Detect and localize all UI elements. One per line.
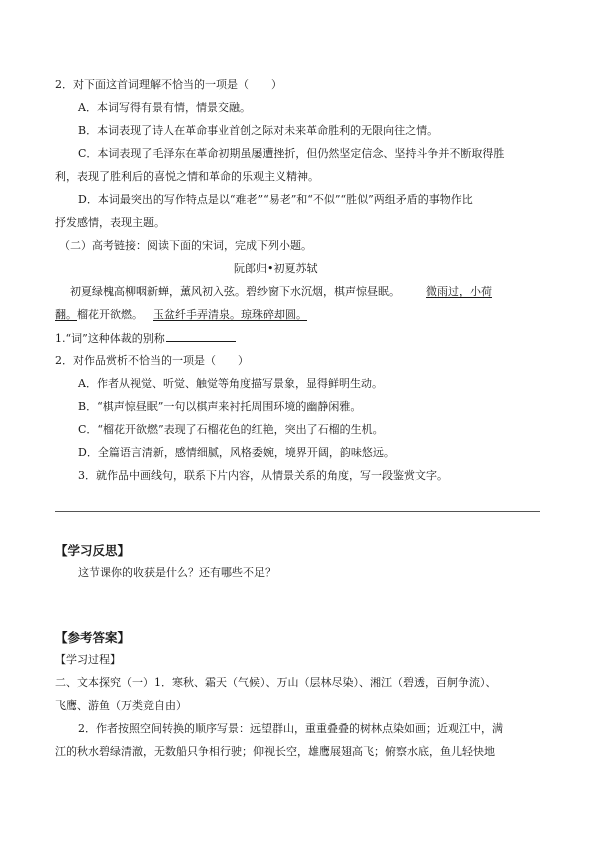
q2-option-c-line1: C．本词表现了毛泽东在革命初期虽屡遭挫折，但仍然坚定信念、坚持斗争并不断取得胜	[78, 147, 505, 160]
sub-question-1	[55, 331, 236, 346]
reflection-heading: 【学习反思】	[55, 543, 131, 558]
poem-line-1	[70, 285, 492, 299]
gaokao-link-heading: （二）高考链接：阅读下面的宋词，完成下列小题。	[59, 239, 312, 252]
poem-line-2	[55, 308, 307, 322]
sub-question-2-option-b: B．“棋声惊昼眠”一句以棋声来衬托周围环境的幽静闲雅。	[78, 400, 362, 413]
sub-question-2-option-d: D．全篇语言清新，感情细腻，风格委婉，境界开阔，韵味悠远。	[78, 446, 395, 459]
answers-line-1: 二、文本探究（一）1．寒秋、霜天（气候）、万山（层林尽染）、湘江（碧透，百舸争流）、	[55, 676, 497, 689]
poem-line-1-text: 初夏绿槐高柳咽新蝉，薰风初入弦。碧纱窗下水沉烟，棋声惊昼眠。	[70, 285, 400, 298]
sub-question-2-option-c: C．“榴花开欲燃”表现了石榴花色的红艳，突出了石榴的生机。	[78, 423, 384, 436]
q2-stem: 2．对下面这首词理解不恰当的一项是（ ）	[55, 78, 282, 91]
poem-title: 阮郎归•初夏苏轼	[234, 262, 318, 275]
q2-option-d-line2: 抒发感情，表现主题。	[55, 216, 165, 229]
q2-option-a: A．本词写得有景有情，情景交融。	[78, 101, 251, 114]
poem-underlined-3: 玉盆纤手弄清泉。琼珠碎却圆。	[153, 308, 307, 321]
answers-line-4: 江的秋水碧绿清澈，无数船只争相行驶；仰视长空，雄鹰展翅高飞；俯察水底，鱼儿轻快地	[55, 745, 495, 758]
answers-heading: 【参考答案】	[55, 630, 131, 645]
poem-line-2-text: 榴花开欲燃。	[77, 308, 143, 321]
sub-question-2-stem: 2．对作品赏析不恰当的一项是（ ）	[55, 354, 249, 367]
poem-underlined-1: 微雨过，小荷	[426, 285, 492, 298]
reflection-prompt: 这节课你的收获是什么？还有哪些不足？	[78, 566, 276, 579]
q2-option-b: B．本词表现了诗人在革命事业首创之际对未来革命胜利的无限向往之情。	[78, 124, 439, 137]
section-divider	[55, 511, 540, 512]
answers-sub-heading: 【学习过程】	[55, 653, 121, 666]
answer-blank	[166, 331, 236, 342]
poem-underlined-2: 翻。	[55, 308, 77, 321]
q2-option-c-line2: 利，表现了胜利后的喜悦之情和革命的乐观主义精神。	[55, 170, 319, 183]
sub-question-1-stem: 1.“词”这种体裁的别称	[55, 332, 165, 345]
sub-question-3: 3．就作品中画线句，联系下片内容，从情景关系的角度，写一段鉴赏文字。	[78, 469, 448, 482]
q2-option-d-line1: D．本词最突出的写作特点是以“难老”“易老”和“不似”“胜似”两组矛盾的事物作比	[78, 193, 473, 206]
answers-line-3: 2．作者按照空间转换的顺序写景：远望群山，重重叠叠的树林点染如画；近观江中，满	[78, 722, 503, 735]
answers-line-2: 飞鹰、游鱼（万类竞自由）	[55, 699, 187, 712]
sub-question-2-option-a: A．作者从视觉、听觉、触觉等角度描写景象，显得鲜明生动。	[78, 377, 383, 390]
